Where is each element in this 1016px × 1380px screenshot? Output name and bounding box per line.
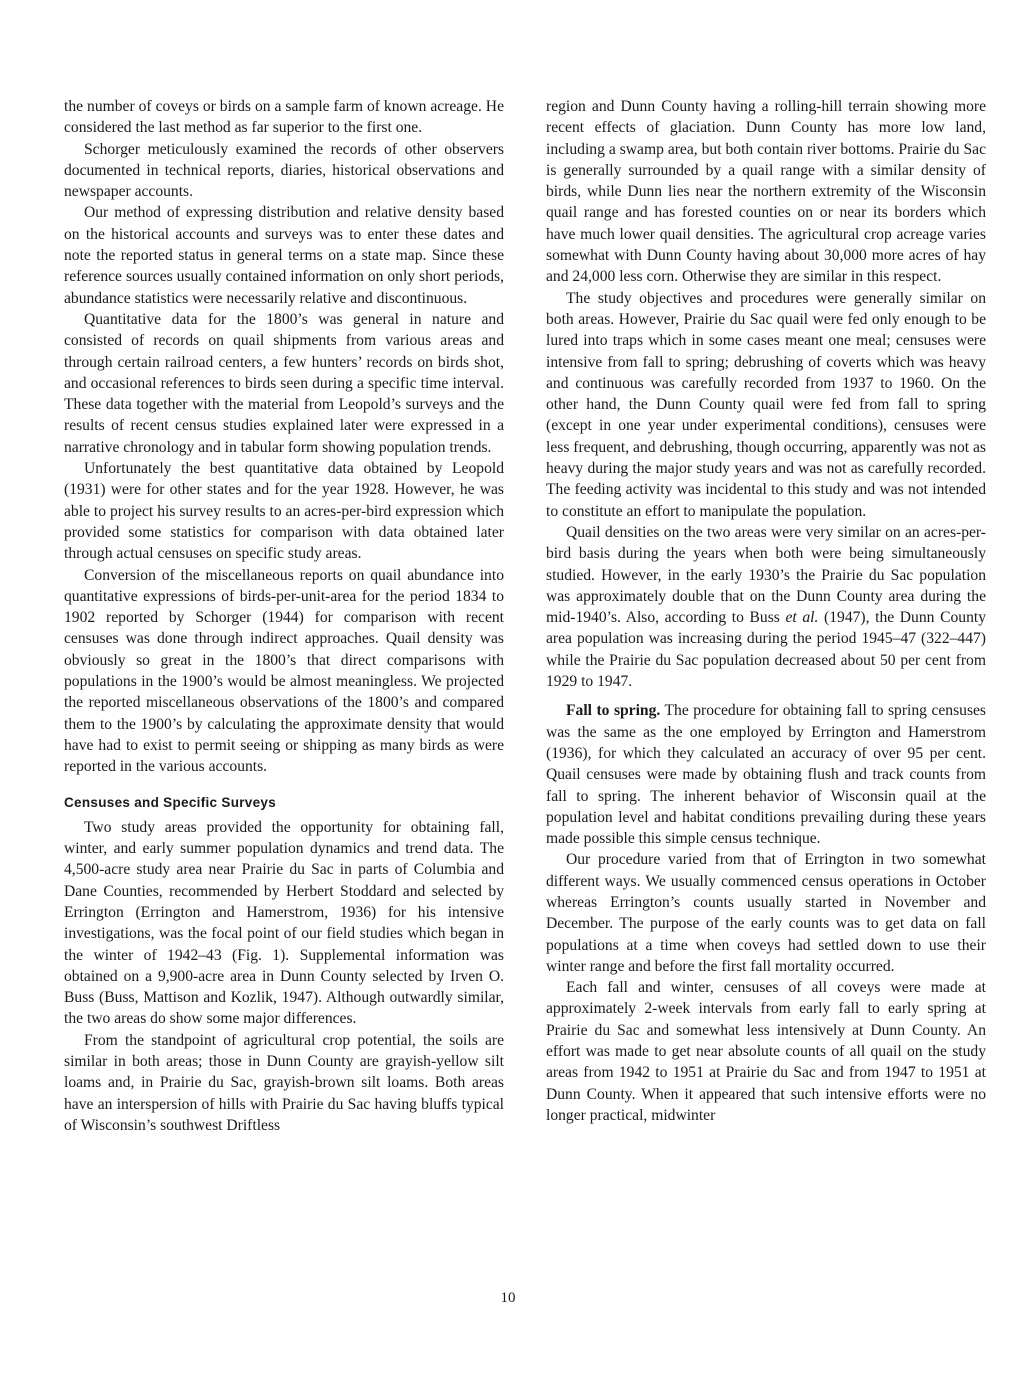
section-heading-censuses: Censuses and Specific Surveys (64, 794, 277, 810)
left-column (64, 96, 504, 1136)
citation-et-al: et al. (785, 609, 819, 627)
paragraph-each-fall: Each fall and winter, censuses of all coveys were made at approximately 2-week intervals from early fall to early spring at Prairie du Sac and somewhat less intensively at Dunn County. An effort was made to get near absolute counts of all quail on the study areas from 1942 to 1951 at Prairie du Sac and from 1947 to 1951 at Dunn County. When it appeared that such intensive efforts were no longer practical, midwinter (546, 979, 986, 1124)
paragraph-unfortunately: Unfortunately the best quantitative data obtained by Leopold (1931) were for other states and for the year 1928. However, he was able to project his survey results to an acres-per-bird expression which provided some statistics for comparison with data obtained later through actual censuses on specific study areas. (64, 460, 504, 563)
densities-text-b: (1947), the Dunn County area population was increasing during the period 1945–47 (322–447) while the Prairie du Sac population decreased about 50 per cent from 1929 to 1947. (546, 609, 986, 691)
fall-to-spring-text: The procedure for obtaining fall to spring censuses was the same as the one employed by Errington and Hamerstrom (1936), for which they calculated an accuracy of over 95 per cent. Quail censuses were made by obtaining flush and track counts from fall to spring. The inherent behavior of Wisconsin quail at the population level and habitat conditions prevailing during these years made possible this simple census technique. (546, 702, 987, 848)
paragraph-objectives: The study objectives and procedures were generally similar on both areas. However, Prairie du Sac quail were fed only enough to be lured into traps which in some cases meant one meal; censuses were intensive from fall to spring; debrushing of coverts which was heavy and continuous was carefully recorded from 1937 to 1960. On the other hand, the Dunn County quail were fed from fall to spring (except in one year under experimental conditions), censuses were less frequent, and debrushing, though occurring, apparently was not as heavy during the major study years and was not as carefully recorded. The feeding activity was incidental to this study and was not intended to constitute an effort to manipulate the population. (546, 289, 986, 520)
paragraph-procedure: Our procedure varied from that of Errington in two somewhat different ways. We usually commenced census operations in October whereas Errington’s counts usually started in November and December. The purpose of the early counts was to get data on fall populations at a time when coveys had settled down to use their winter range and before the first fall mortality occurred. (546, 851, 986, 975)
paragraph-region-continued: region and Dunn County having a rolling-hill terrain showing more recent effects of glaciation. Dunn County has more low land, including a swamp area, but both contain river bottoms. Prairie du Sac is generally surrounded by a quail range with a similar density of birds, while Dunn lies near the northern extremity of the Wisconsin quail range and has forested counties on or near its borders which have much lower quail densities. The agricultural crop acreage varies somewhat with Dunn County having about 30,000 more acres of hay and 24,000 less corn. Otherwise they are similar in this respect. (546, 98, 986, 286)
paragraph-intro-continued: the number of coveys or birds on a sample farm of known acreage. He considered the last method as far superior to the first one. (64, 98, 504, 137)
paragraph-schorger: Schorger meticulously examined the records of other observers documented in technical reports, diaries, historical observations and newspaper accounts. (64, 140, 504, 201)
densities-text-a: Quail densities on the two areas were very similar on an acres-per-bird basis during the years when both were being simultaneously studied. However, in the early 1930’s the Prairie du Sac population was approximately double that on the Dunn County area during the mid-1940’s. Also, according to Buss (546, 523, 986, 627)
paragraph-densities (546, 522, 986, 692)
page-number: 10 (500, 1290, 516, 1306)
paragraph-quantitative: Quantitative data for the 1800’s was general in nature and consisted of records on quail shipments from various areas and through certain railroad centers, a few hunters’ records on birds shot, and occasional references to birds seen during a specific time interval. These data together with the material from Leopold’s surveys and the results of recent census studies explained later were expressed in a narrative chronology and in tabular form showing population trends. (64, 310, 504, 456)
paragraph-conversion: Conversion of the miscellaneous reports on quail abundance into quantitative expressions of birds-per-unit-area for the period 1834 to 1902 reported by Schorger (1944) for comparison with recent censuses was done through indirect approaches. Quail density was obviously so great in the 1800’s that direct comparisons with populations in the 1900’s would be almost meaningless. We projected the reported miscellaneous observations of the 1800’s and compared them to the 1900’s by calculating the approximate density that would have had to exist to permit seeing or shipping as many birds as were reported in the various accounts. (64, 566, 504, 776)
run-in-heading-fall-to-spring: Fall to spring. (566, 702, 661, 720)
paragraph-soils: From the standpoint of agricultural crop potential, the soils are similar in both areas; those in Dunn County are grayish-yellow silt loams and, in Prairie du Sac, grayish-brown silt loams. Both areas have an interspersion of hills with Prairie du Sac having bluffs typical of Wisconsin’s southwest Driftless (64, 1031, 504, 1134)
paragraph-two-study-areas: Two study areas provided the opportunity for obtaining fall, winter, and early summer population dynamics and trend data. The 4,500-acre study area near Prairie du Sac in parts of Columbia and Dane Counties, recommended by Herbert Stoddard and selected by Errington (Errington and Hamerstrom, 1936) for his intensive investigations, was the focal point of our field studies which began in the winter of 1942–43 (Fig. 1). Supplemental information was obtained on a 9,900-acre area in Dunn County selected by Irven O. Buss (Buss, Mattison and Kozlik, 1947). Although outwardly similar, the two areas do show some major differences. (64, 818, 504, 1028)
paragraph-method: Our method of expressing distribution and relative density based on the historical accounts and surveys was to enter these dates and note the reported status in general terms on a state map. Since these reference sources usually contained information on only short periods, abundance statistics were necessarily relative and discontinuous. (64, 204, 504, 307)
paragraph-fall-to-spring (546, 700, 986, 849)
right-column (546, 96, 986, 1126)
